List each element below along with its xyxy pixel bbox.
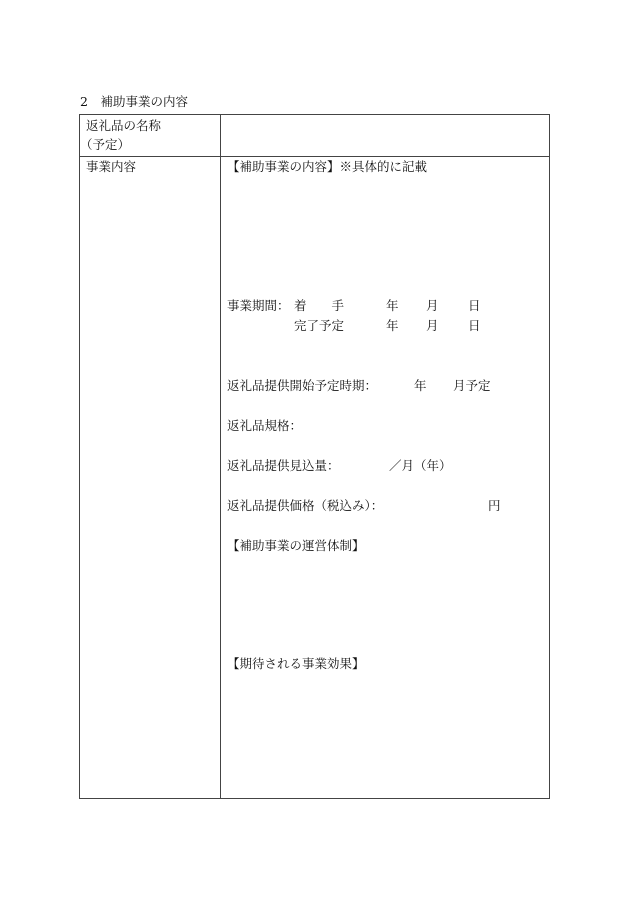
end-month-unit: 月 — [426, 318, 439, 333]
section-heading: 2 補助事業の内容 — [80, 94, 188, 109]
supply-start-year-unit: 年 — [414, 378, 427, 393]
period-label: 事業期間： — [227, 298, 290, 313]
section-title-content: 【補助事業の内容】※具体的に記載 — [227, 159, 428, 174]
volume-label: 返礼品提供見込量： — [227, 458, 340, 473]
column-divider — [220, 115, 221, 798]
start-month-unit: 月 — [426, 298, 439, 313]
start-year-unit: 年 — [386, 298, 399, 313]
volume-unit: ／月（年） — [389, 458, 452, 473]
start-label: 着 手 — [294, 298, 345, 313]
content-label: 事業内容 — [86, 159, 137, 174]
row-divider — [80, 156, 549, 157]
gift-name-label: 返礼品の名称 — [86, 118, 162, 133]
end-year-unit: 年 — [386, 318, 399, 333]
project-content-table — [79, 114, 550, 799]
gift-name-field[interactable] — [227, 120, 545, 150]
section-title-effects: 【期待される事業効果】 — [227, 656, 365, 671]
end-day-unit: 日 — [468, 318, 481, 333]
supply-start-label: 返礼品提供開始予定時期： — [227, 378, 378, 393]
supply-start-month-unit: 月予定 — [453, 378, 491, 393]
spec-label: 返礼品規格： — [227, 418, 303, 433]
start-day-unit: 日 — [468, 298, 481, 313]
gift-name-label-note: （予定） — [80, 137, 131, 152]
section-title-operation: 【補助事業の運営体制】 — [227, 538, 365, 553]
end-label: 完了予定 — [294, 318, 345, 333]
price-label: 返礼品提供価格（税込み）： — [227, 498, 384, 513]
price-unit: 円 — [488, 498, 501, 513]
